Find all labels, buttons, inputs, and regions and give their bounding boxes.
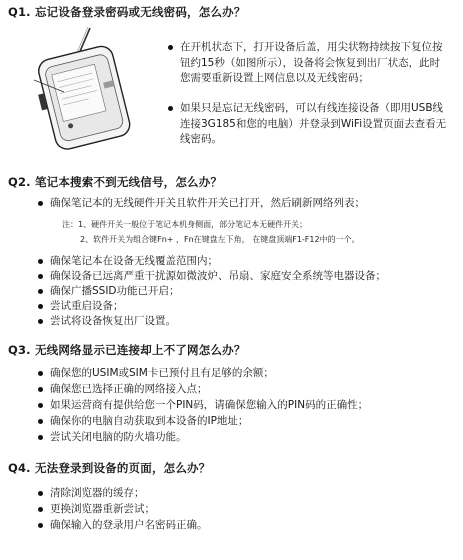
bullet-dot-icon [38, 419, 43, 424]
bullet-dot-icon [38, 289, 43, 294]
bullet-dot-icon [38, 274, 43, 279]
bullet-dot-icon [38, 491, 43, 496]
q2-bullet: 确保笔记本的无线硬件开关且软件开关已打开，然后刷新网络列表； [38, 196, 365, 211]
device-reset-illustration [28, 22, 138, 152]
q2-bullet: 尝试将设备恢复出厂设置。 [38, 314, 176, 329]
bullet-dot-icon [38, 259, 43, 264]
bullet-dot-icon [38, 435, 43, 440]
q2-bullet: 尝试重启设备； [38, 299, 124, 314]
bullet-dot-icon [38, 403, 43, 408]
bullet-dot-icon [168, 106, 173, 111]
q1-bullet: 在开机状态下，打开设备后盖，用尖状物持续按下复位按钮约15秒（如图所示），设备将会恢复到出厂状态，此时您需要重新设置上网信息以及无线密码； [168, 40, 453, 87]
q1-bullet: 如果只是忘记无线密码，可以有线连接设备（即用USB线连接3G185和您的电脑）并登录到WiFi设置页面去查看无线密码。 [168, 101, 453, 148]
q1-title: Q1. 忘记设备登录密码或无线密码，怎么办？ [8, 5, 246, 19]
q2-bullet: 确保设备已远离严重干扰源如微波炉、吊扇、家庭安全系统等电器设备； [38, 269, 386, 284]
bullet-dot-icon [38, 371, 43, 376]
q3-bullet: 确保您的USIM或SIM卡已预付且有足够的余额； [38, 366, 274, 381]
q2-note-1: 注：1、硬件开关一般位于笔记本机身侧面，部分笔记本无硬件开关； [62, 220, 308, 229]
q3-bullet: 如果运营商有提供给您一个PIN码，请确保您输入的PIN码的正确性； [38, 398, 368, 413]
bullet-dot-icon [38, 387, 43, 392]
bullet-dot-icon [38, 201, 43, 206]
bullet-dot-icon [38, 523, 43, 528]
bullet-dot-icon [38, 304, 43, 309]
bullet-dot-icon [38, 319, 43, 324]
q4-bullet: 确保输入的登录用户名密码正确。 [38, 518, 208, 533]
q3-title: Q3. 无线网络显示已连接却上不了网怎么办？ [8, 343, 246, 357]
q4-title: Q4. 无法登录到设备的页面，怎么办？ [8, 461, 211, 475]
q2-note-2: 2、软件开关为组合键Fn+ ，Fn在键盘左下角， 在键盘顶端F1-F12中的一个。 [80, 235, 360, 244]
q2-bullet: 确保广播SSID功能已开启； [38, 284, 180, 299]
q3-bullet: 确保您已选择正确的网络接入点； [38, 382, 208, 397]
q4-bullet: 更换浏览器重新尝试； [38, 502, 155, 517]
q2-bullet: 确保笔记本在设备无线覆盖范围内； [38, 254, 218, 269]
q3-bullet: 尝试关闭电脑的防火墙功能。 [38, 430, 187, 445]
bullet-dot-icon [168, 45, 173, 50]
q3-bullet: 确保你的电脑自动获取到本设备的IP地址； [38, 414, 248, 429]
q2-title: Q2. 笔记本搜索不到无线信号，怎么办？ [8, 175, 223, 189]
bullet-dot-icon [38, 507, 43, 512]
q4-bullet: 清除浏览器的缓存； [38, 486, 145, 501]
